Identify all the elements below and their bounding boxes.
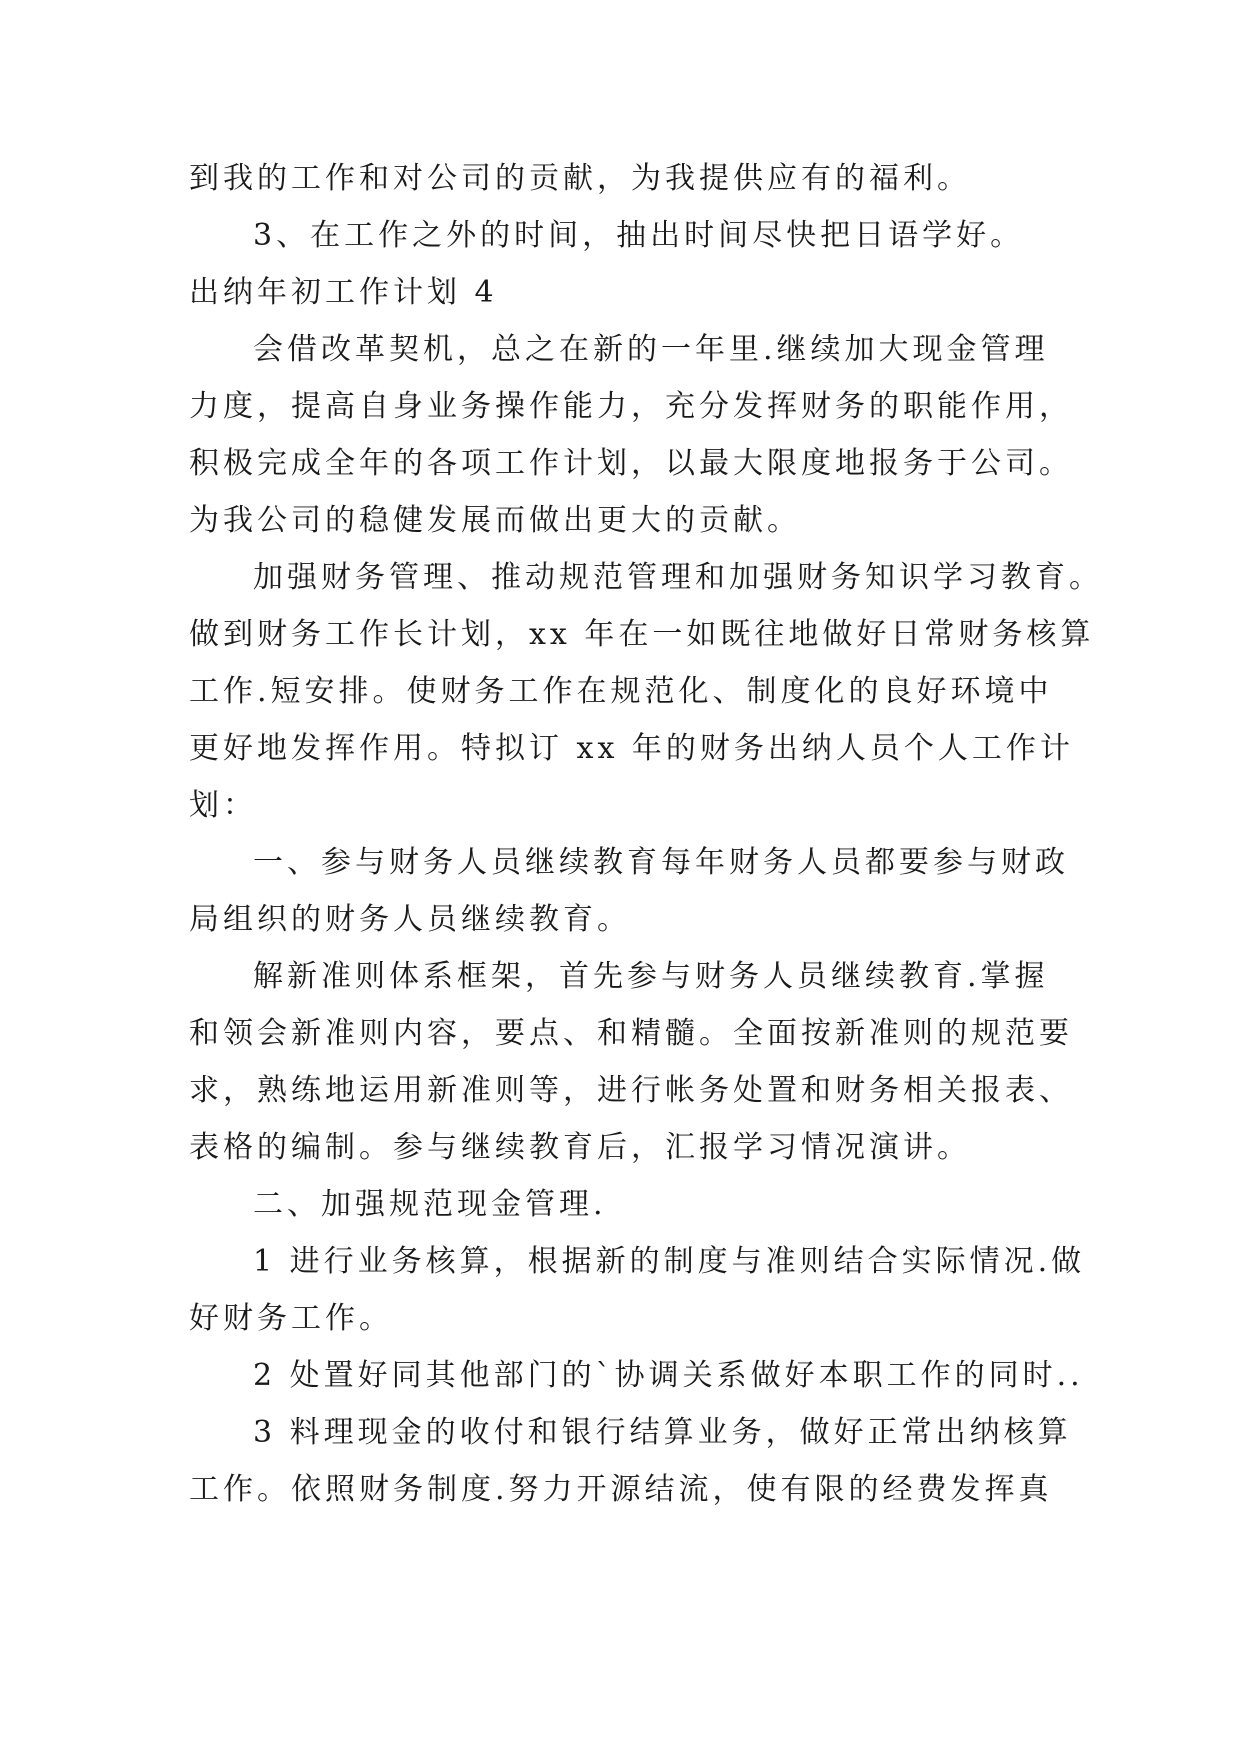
text-line: 和领会新准则内容，要点、和精髓。全面按新准则的规范要 [189, 1016, 1073, 1051]
text-line: 力度，提高自身业务操作能力，充分发挥财务的职能作用， [189, 389, 1073, 424]
text-line: 局组织的财务人员继续教育。 [189, 902, 631, 937]
text-line: 1 进行业务核算，根据新的制度与准则结合实际情况.做 [253, 1244, 1086, 1279]
text-line: 二、加强规范现金管理. [253, 1187, 607, 1222]
text-line: 解新准则体系框架，首先参与财务人员继续教育.掌握 [253, 959, 1049, 994]
section-heading: 出纳年初工作计划 4 [189, 275, 498, 310]
text-line: 工作。依照财务制度.努力开源结流，使有限的经费发挥真 [189, 1472, 1053, 1507]
text-line: 为我公司的稳健发展而做出更大的贡献。 [189, 503, 801, 538]
document-body [189, 150, 1103, 1518]
text-line: 一、参与财务人员继续教育每年财务人员都要参与财政 [253, 845, 1069, 880]
text-line: 求，熟练地运用新准则等，进行帐务处置和财务相关报表、 [189, 1073, 1073, 1108]
text-line: 划： [189, 788, 257, 823]
text-line: 工作.短安排。使财务工作在规范化、制度化的良好环境中 [189, 674, 1053, 709]
text-line: 到我的工作和对公司的贡献，为我提供应有的福利。 [189, 161, 971, 196]
text-line: 3 料理现金的收付和银行结算业务，做好正常出纳核算 [253, 1415, 1072, 1450]
text-line: 做到财务工作长计划，xx 年在一如既往地做好日常财务核算 [189, 617, 1095, 652]
text-line: 表格的编制。参与继续教育后，汇报学习情况演讲。 [189, 1130, 971, 1165]
text-line: 3、在工作之外的时间，抽出时间尽快把日语学好。 [253, 218, 1025, 253]
text-line: 加强财务管理、推动规范管理和加强财务知识学习教育。 [253, 560, 1103, 595]
text-line: 2 处置好同其他部门的`协调关系做好本职工作的同时.. [253, 1358, 1084, 1393]
text-line: 更好地发挥作用。特拟订 xx 年的财务出纳人员个人工作计 [189, 731, 1074, 766]
text-line: 好财务工作。 [189, 1301, 393, 1336]
text-line: 会借改革契机，总之在新的一年里.继续加大现金管理 [253, 332, 1049, 367]
text-line: 积极完成全年的各项工作计划，以最大限度地报务于公司。 [189, 446, 1073, 481]
